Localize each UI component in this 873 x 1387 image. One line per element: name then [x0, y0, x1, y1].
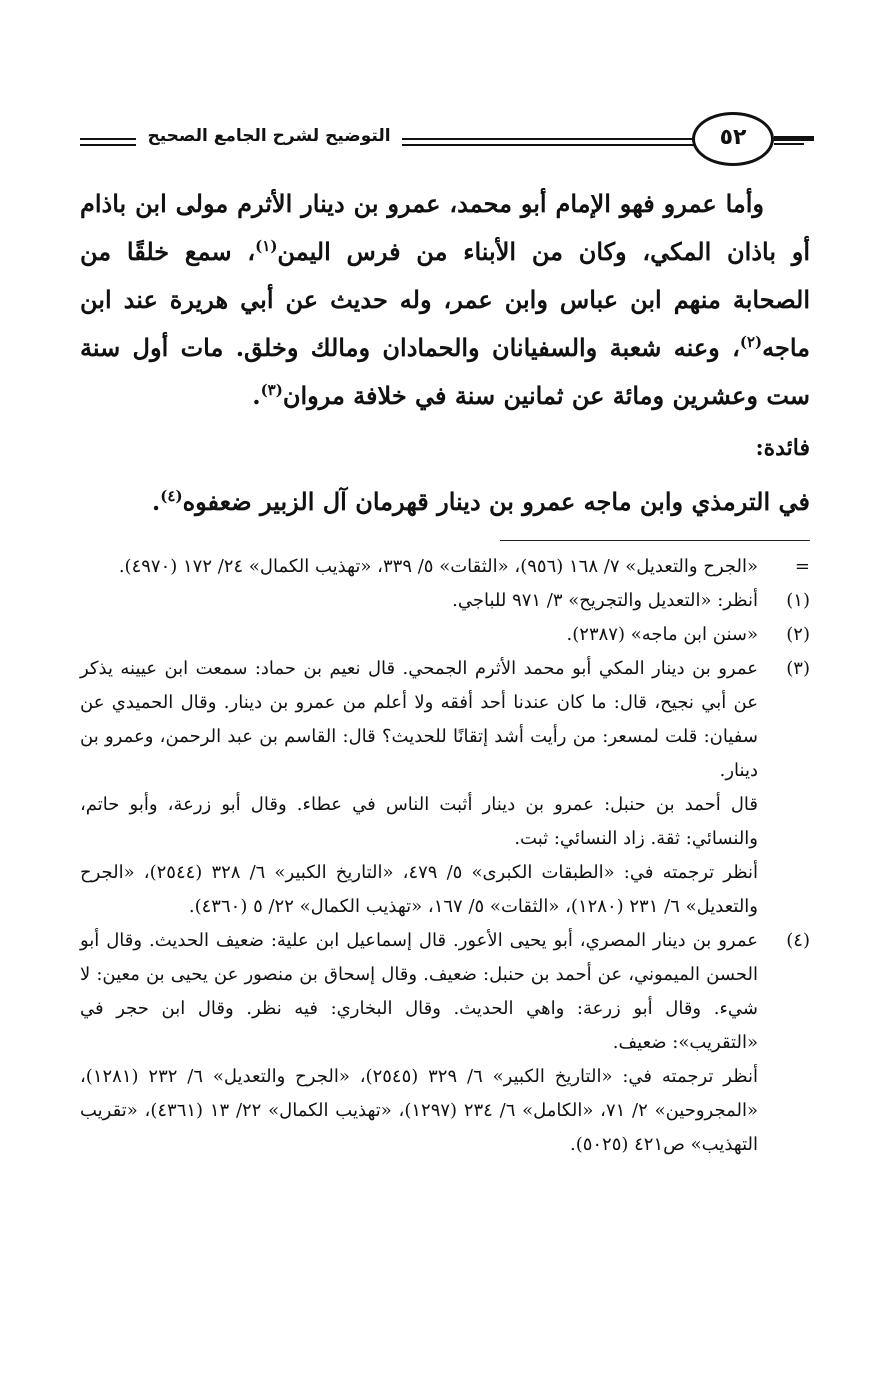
footnote-reference[interactable]: (٣) [260, 381, 283, 399]
page-number-frame [692, 112, 774, 166]
footnote-reference[interactable]: (٢) [739, 333, 763, 351]
footnote-1 [80, 584, 810, 618]
footnote-mark: (٣) [786, 658, 810, 679]
main-text-segment: ، سمع خلقًا من الصحابة منهم ابن عباس وابن عمر، وله حديث عن أبي هريرة عند ابن ماجه [80, 237, 810, 362]
header-rule-left [80, 138, 136, 147]
main-text [80, 180, 810, 526]
main-text-segment: وأما عمرو فهو الإمام أبو محمد، عمرو بن دينار الأثرم مولى ابن باذام أو باذان المكي، وكان من الأبناء من فرس اليمن [80, 189, 811, 266]
page-number: ٥٢ [719, 125, 747, 150]
page-header [80, 112, 810, 174]
footnote-mark: = [794, 556, 810, 577]
header-rule-middle [402, 138, 694, 147]
footnote-mark: (٤) [786, 930, 810, 951]
footnote-4 [80, 924, 810, 1162]
footnote-text: أنظر ترجمته في: «التاريخ الكبير» ٦/ ٣٢٩ (٢٥٤٥)، «الجرح والتعديل» ٦/ ٢٣٢ (١٢٨١)، «المجروحين» ٢/ ٧١، «الكامل» ٦/ ٢٣٤ (١٢٩٧)، «تهذيب الكمال» ٢٢/ ١٣ (٤٣٦١)، «تقريب التهذيب» ص٤٢١ (٥٠٢٥). [80, 1066, 759, 1155]
running-title: التوضيح لشرح الجامع الصحيح [147, 126, 391, 146]
footnote-text: عمرو بن دينار المصري، أبو يحيى الأعور. قال إسماعيل ابن علية: ضعيف الحديث. وقال أبو الحسن الميموني، عن أحمد بن حنبل: ضعيف. وقال إسحاق بن منصور عن يحيى بن معين: لا شيء. وقال أبو زرعة: واهي الحديث. وقال البخاري: فيه نظر. وقال ابن حجر في «التقريب»: ضعيف. [80, 930, 758, 1053]
main-paragraph-1 [80, 180, 810, 420]
header-ornament-bar-thin [774, 143, 804, 145]
footnote-mark: (٢) [786, 624, 810, 645]
main-text-segment: ، وعنه شعبة والسفيانان والحمادان ومالك وخلق. مات أول سنة ست وعشرين ومائة عن ثمانين سنة في خلافة مروان [80, 333, 810, 410]
footnote-2 [80, 618, 810, 652]
footnote-3 [80, 652, 810, 924]
footnote-mark: (١) [786, 590, 810, 611]
footnote-reference[interactable]: (١) [255, 237, 278, 255]
main-text-segment: . [252, 381, 261, 410]
footnote-text: عمرو بن دينار المكي أبو محمد الأثرم الجمحي. قال نعيم بن حماد: سمعت ابن عيينه يذكر عن أبي نجيح، قال: ما كان عندنا أحد أفقه ولا أعلم من عمرو بن دينار. وقال الحميدي عن سفيان: قلت لمسعر: من رأيت أشد إتقانًا للحديث؟ قال: القاسم بن عبد الرحمن، وعمرو بن دينار. [80, 658, 758, 781]
footnote-separator [500, 540, 810, 541]
footnotes [80, 550, 810, 1162]
footnote-text: قال أحمد بن حنبل: عمرو بن دينار أثبت الناس في عطاء. وقال أبو زرعة، وأبو حاتم، والنسائي: ثقة. زاد النسائي: ثبت. [80, 794, 758, 849]
main-paragraph-2 [80, 478, 810, 526]
footnote-reference[interactable]: (٤) [160, 487, 183, 505]
main-text-segment: . [151, 487, 161, 516]
footnote-text: أنظر: «التعديل والتجريح» ٣/ ٩٧١ للباجي. [452, 590, 758, 611]
footnote-text: «الجرح والتعديل» ٧/ ١٦٨ (٩٥٦)، «الثقات» ٥/ ٣٣٩، «تهذيب الكمال» ٢٤/ ١٧٢ (٤٩٧٠). [118, 556, 758, 577]
main-text-segment: في الترمذي وابن ماجه عمرو بن دينار قهرمان آل الزبير ضعفوه [182, 487, 810, 516]
footnote-text: «سنن ابن ماجه» (٢٣٨٧). [566, 624, 758, 645]
section-heading: فائدة: [755, 435, 810, 461]
footnote-text: أنظر ترجمته في: «الطبقات الكبرى» ٥/ ٤٧٩، «التاريخ الكبير» ٦/ ٣٢٨ (٢٥٤٤)، «الجرح والتعديل» ٦/ ٢٣١ (١٢٨٠)، «الثقات» ٥/ ١٦٧، «تهذيب الكمال» ٢٢/ ٥ (٤٣٦٠). [80, 862, 758, 917]
header-ornament-bar [774, 136, 814, 141]
footnote-continuation [80, 550, 810, 584]
